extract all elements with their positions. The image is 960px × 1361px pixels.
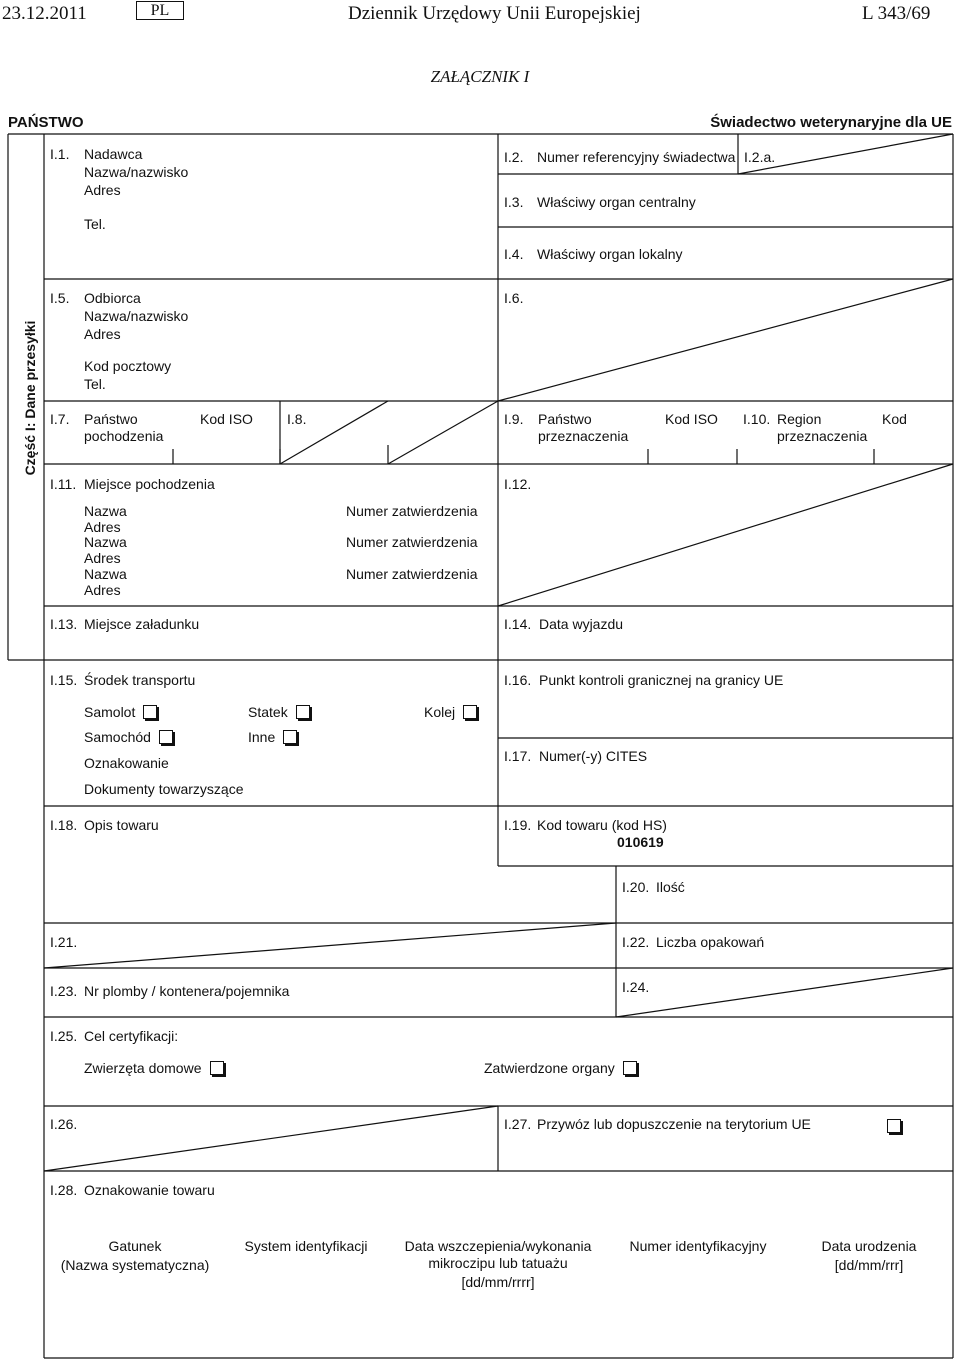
field-i19-number: I.19. <box>504 817 532 833</box>
consignor-address-label: Adres <box>84 182 121 198</box>
column-header-line: mikroczipu lub tatuażu <box>428 1255 568 1272</box>
field-i6-number: I.6. <box>504 290 524 306</box>
field-i22-number: I.22. <box>622 934 650 950</box>
column-identification-system <box>226 1238 386 1254</box>
certificate-reference-label: Numer referencyjny świadectwa <box>537 149 736 165</box>
import-admission-label: Przywóz lub dopuszczenie na terytorium UE <box>537 1116 811 1132</box>
origin-address-label: Adres <box>84 582 121 598</box>
consignee-address-label: Adres <box>84 326 121 342</box>
field-i24-number: I.24. <box>622 979 650 995</box>
accompanying-documents-label: Dokumenty towarzyszące <box>84 781 244 797</box>
transport-plane-option <box>84 704 157 720</box>
other-checkbox[interactable] <box>283 730 297 744</box>
destination-country-label: Państwo <box>538 411 592 427</box>
certification-purpose-label: Cel certyfikacji: <box>84 1028 179 1044</box>
car-label: Samochód <box>84 729 151 745</box>
plane-checkbox[interactable] <box>143 705 157 719</box>
cites-numbers-label: Numer(-y) CITES <box>539 748 648 764</box>
field-i8-number: I.8. <box>287 411 307 427</box>
field-i20-number: I.20. <box>622 879 650 895</box>
quantity-label: Ilość <box>656 879 685 895</box>
commodity-code-label: Kod towaru (kod HS) <box>537 817 667 833</box>
destination-region-code-label: Kod <box>882 411 907 427</box>
origin-country-label-2: pochodzenia <box>84 428 164 444</box>
field-i28-number: I.28. <box>50 1182 78 1198</box>
means-of-transport-title: Środek transportu <box>84 672 196 688</box>
field-i15-number: I.15. <box>50 672 78 688</box>
plane-label: Samolot <box>84 704 136 720</box>
column-implant-date <box>398 1238 598 1290</box>
field-i21-number: I.21. <box>50 934 78 950</box>
purpose-pets-option <box>84 1060 224 1076</box>
part-one-side-label: Część I: Dane przesyłki <box>21 320 38 476</box>
local-authority-label: Właściwy organ lokalny <box>537 246 683 262</box>
field-i5-number: I.5. <box>50 290 70 306</box>
annex-title: ZAŁĄCZNIK I <box>430 67 530 86</box>
approved-bodies-label: Zatwierdzone organy <box>484 1060 615 1076</box>
country-label: PAŃSTWO <box>8 114 84 131</box>
transport-car-option <box>84 729 173 745</box>
transport-other-option <box>248 729 297 745</box>
field-i2-number: I.2. <box>504 149 524 165</box>
consignor-tel-label: Tel. <box>84 216 106 232</box>
field-i7-number: I.7. <box>50 411 70 427</box>
field-i3-number: I.3. <box>504 194 524 210</box>
origin-country-label: Państwo <box>84 411 138 427</box>
place-of-origin-title: Miejsce pochodzenia <box>84 476 215 492</box>
seal-container-number-label: Nr plomby / kontenera/pojemnika <box>84 983 290 999</box>
field-i10-number: I.10. <box>743 411 771 427</box>
field-i4-number: I.4. <box>504 246 524 262</box>
commodity-code-value: 010619 <box>617 834 664 850</box>
transport-marking-label: Oznakowanie <box>84 755 169 771</box>
destination-iso-code-label: Kod ISO <box>665 411 718 427</box>
field-i9-number: I.9. <box>504 411 524 427</box>
column-header-line: Data urodzenia <box>821 1238 917 1254</box>
transport-ship-option <box>248 704 310 720</box>
page-number: L 343/69 <box>862 3 931 24</box>
departure-date-label: Data wyjazdu <box>539 616 624 632</box>
column-header-line: (Nazwa systematyczna) <box>60 1257 210 1274</box>
pets-checkbox[interactable] <box>210 1061 224 1075</box>
column-header-line: [dd/mm/rrr] <box>834 1257 904 1274</box>
field-i11-number: I.11. <box>50 476 77 492</box>
field-i1-number: I.1. <box>50 146 70 162</box>
consignee-name-label: Nazwa/nazwisko <box>84 308 189 324</box>
consignee-postcode-label: Kod pocztowy <box>84 358 172 374</box>
origin-name-label: Nazwa <box>84 503 127 519</box>
origin-iso-code-label: Kod ISO <box>200 411 253 427</box>
field-i16-number: I.16. <box>504 672 532 688</box>
central-authority-label: Właściwy organ centralny <box>537 194 696 210</box>
field-i13-number: I.13. <box>50 616 78 632</box>
field-i27-number: I.27. <box>504 1116 532 1132</box>
ship-label: Statek <box>248 704 288 720</box>
certificate-title: Świadectwo weterynaryjne dla UE <box>710 114 952 131</box>
destination-region-label-2: przeznaczenia <box>777 428 868 444</box>
commodity-description-label: Opis towaru <box>84 817 159 833</box>
ship-checkbox[interactable] <box>296 705 310 719</box>
column-header-line: Gatunek <box>108 1238 162 1254</box>
field-i18-number: I.18. <box>50 817 78 833</box>
origin-approval-number-label: Numer zatwierdzenia <box>346 566 478 582</box>
origin-name-label: Nazwa <box>84 534 127 550</box>
transport-rail-option <box>424 704 477 720</box>
field-i25-number: I.25. <box>50 1028 78 1044</box>
field-i2a-number: I.2.a. <box>744 149 776 165</box>
column-header-line: Numer identyfikacyjny <box>629 1238 767 1254</box>
identification-title: Oznakowanie towaru <box>84 1182 215 1198</box>
rail-label: Kolej <box>424 704 456 720</box>
consignor-name-label: Nazwa/nazwisko <box>84 164 189 180</box>
field-i26-number: I.26. <box>50 1116 78 1132</box>
import-admission-checkbox[interactable] <box>887 1119 901 1133</box>
destination-country-label-2: przeznaczenia <box>538 428 629 444</box>
origin-address-label: Adres <box>84 550 121 566</box>
purpose-approved-bodies-option <box>484 1060 637 1076</box>
pets-label: Zwierzęta domowe <box>84 1060 202 1076</box>
origin-name-label: Nazwa <box>84 566 127 582</box>
column-identification-number <box>618 1238 778 1254</box>
column-header-line: [dd/mm/rrrr] <box>461 1274 535 1291</box>
column-date-of-birth <box>800 1238 938 1273</box>
column-header-line: System identyfikacji <box>244 1238 368 1254</box>
consignee-tel-label: Tel. <box>84 376 106 392</box>
border-inspection-post-label: Punkt kontroli granicznej na granicy UE <box>539 672 784 688</box>
column-header-line: Data wszczepienia/wykonania <box>404 1238 592 1254</box>
field-i23-number: I.23. <box>50 983 78 999</box>
field-i17-number: I.17. <box>504 748 532 764</box>
number-of-packages-label: Liczba opakowań <box>656 934 765 950</box>
language-code-box: PL <box>136 1 184 20</box>
car-checkbox[interactable] <box>159 730 173 744</box>
place-of-loading-label: Miejsce załadunku <box>84 616 200 632</box>
field-i14-number: I.14. <box>504 616 532 632</box>
origin-approval-number-label: Numer zatwierdzenia <box>346 534 478 550</box>
destination-region-label: Region <box>777 411 822 427</box>
header-date: 23.12.2011 <box>2 3 87 24</box>
field-i12-number: I.12. <box>504 476 532 492</box>
consignee-title: Odbiorca <box>84 290 141 306</box>
origin-approval-number-label: Numer zatwierdzenia <box>346 503 478 519</box>
approved-bodies-checkbox[interactable] <box>623 1061 637 1075</box>
other-label: Inne <box>248 729 276 745</box>
journal-title: Dziennik Urzędowy Unii Europejskiej <box>348 3 641 24</box>
consignor-title: Nadawca <box>84 146 143 162</box>
rail-checkbox[interactable] <box>463 705 477 719</box>
column-species <box>55 1238 215 1273</box>
origin-address-label: Adres <box>84 519 121 535</box>
